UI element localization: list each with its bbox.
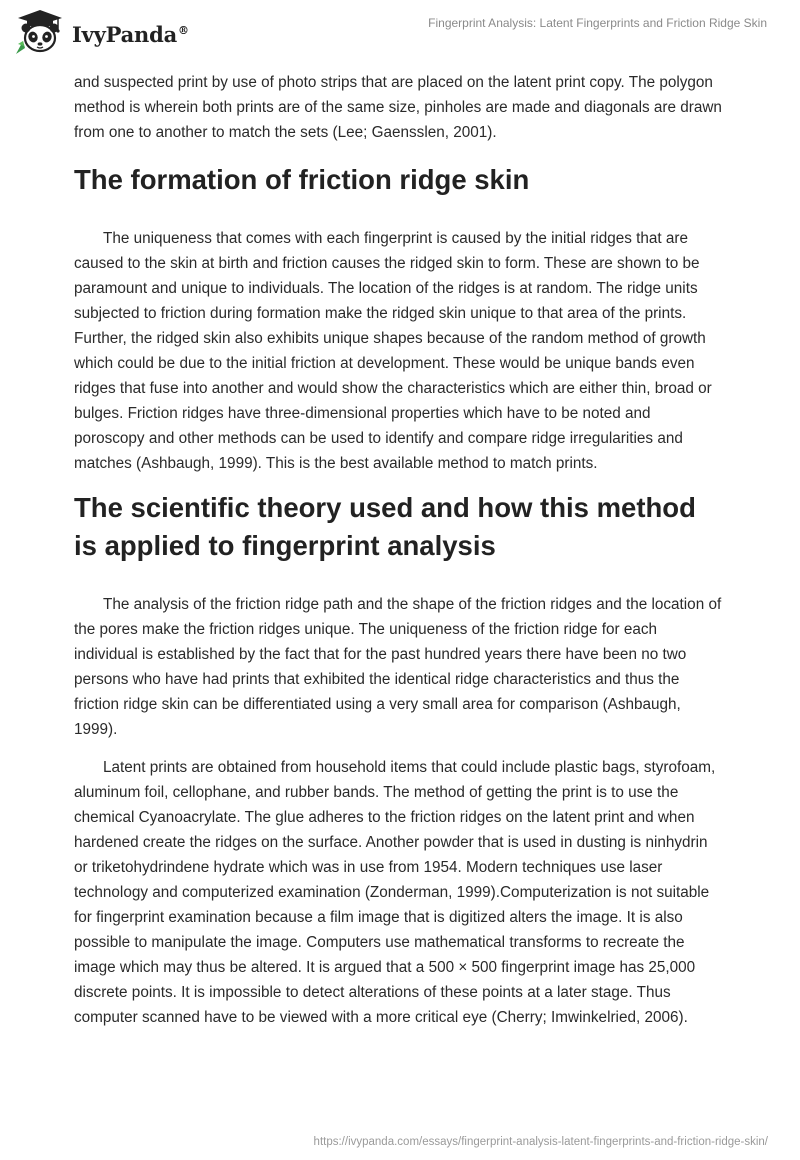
ivypanda-logo[interactable] [14, 8, 189, 56]
panda-graduate-icon [14, 8, 66, 56]
heading-formation: The formation of friction ridge skin [74, 164, 530, 195]
logo-name: IvyPanda [72, 21, 178, 47]
heading-scientific-theory: The scientific theory used and how this method is applied to fingerprint analysis [74, 492, 696, 561]
paragraph-theory-1: The analysis of the friction ridge path and the shape of the friction ridges and the location of the pores make the friction ridges unique. The uniqueness of the friction ridge for each individual is established by the fact that for the past hundred years there have been no two persons who have had prints that exhibited the identical ridge characteristics and thus the friction ridge skin can be differentiated using a very small area for comparison (Ashbaugh, 1999). [74, 596, 722, 738]
logo-wordmark [72, 22, 189, 47]
page-header [0, 0, 800, 66]
paragraph-theory-2: Latent prints are obtained from household items that could include plastic bags, styrofoam, aluminum foil, cellophane, and rubber bands. The method of getting the print is to use the chemical Cyanoacrylate. The glue adheres to the friction ridges on the latent print and when hardened create the ridges on the surface. Another powder that is used in dusting is ninhydrin or triketohydrindene hydrate which was in use from 1954. Modern techniques use laser technology and computerized examination (Zonderman, 1999).Computerization is not suitable for fingerprint examination because a film image that is digitized alters the image. It is also possible to manipulate the image. Computers use mathematical transforms to recreate the image which may thus be altered. It is argued that a 500 × 500 fingerprint image has 25,000 discrete points. It is impossible to detect alterations of these points at a later stage. Thus computer scanned have to be viewed with a more critical eye (Cherry; Imwinkelried, 2006). [74, 759, 716, 1026]
paragraph-formation: The uniqueness that comes with each fingerprint is caused by the initial ridges that are caused to the skin at birth and friction causes the ridged skin to form. These are shown to be paramount and unique to individuals. The location of the ridges is at random. The ridge units subjected to friction during formation make the ridged skin unique to that area of the prints. Further, the ridged skin also exhibits unique shapes because of the random method of growth which could be due to the initial friction at development. These would be unique bands even ridges that fuse into another and would show the characteristics which are either thin, broad or bulges. Friction ridges have three-dimensional properties which have to be noted and poroscopy and other methods can be used to identify and compare ridge irregularities and matches (Ashbaugh, 1999). This is the best available method to match prints. [74, 230, 712, 472]
registered-mark: ® [178, 23, 189, 37]
paragraph-intro: and suspected print by use of photo strips that are placed on the latent print copy. The polygon method is wherein both prints are of the same size, pinholes are made and diagonals are drawn from one to another to match the sets (Lee; Gaensslen, 2001). [74, 74, 722, 141]
document-title: Fingerprint Analysis: Latent Fingerprints and Friction Ridge Skin [428, 16, 767, 30]
essay-body [74, 70, 724, 1043]
source-url[interactable]: https://ivypanda.com/essays/fingerprint-analysis-latent-fingerprints-and-friction-ridge-skin/ [313, 1136, 768, 1148]
